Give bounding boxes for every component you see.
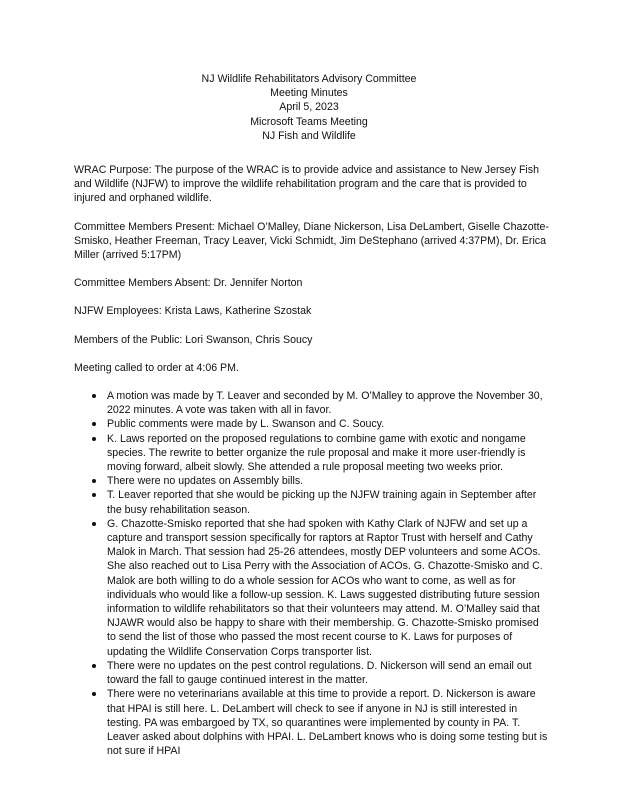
public-paragraph: Members of the Public: Lori Swanson, Chris Soucy (74, 333, 313, 346)
bullet-icon (92, 522, 96, 526)
list-item (74, 659, 549, 687)
list-item (74, 517, 549, 659)
document-type: Meeting Minutes (270, 87, 348, 100)
bullet-icon (92, 479, 96, 483)
document-header (0, 72, 618, 143)
bullet-icon (92, 422, 96, 426)
list-item (74, 488, 549, 516)
bullet-icon (92, 437, 96, 441)
bullet-icon (92, 394, 96, 398)
bullet-icon (92, 692, 96, 696)
list-item (74, 417, 549, 431)
list-item-text: There were no veterinarians available at this time to provide a report. D. Nickerson is aware that HPAI is still here. L. DeLambert will check to see if anyone in NJ is still interested in testing. PA was embargoed by TX, so quarantines were implemented by county in PA. T. Leaver asked about dolphins with HPAI. L. DeLambert knows who is doing some testing but is not sure if HPAI (107, 688, 548, 758)
minutes-bullet-list (74, 389, 549, 758)
call-to-order-paragraph: Meeting called to order at 4:06 PM. (74, 361, 239, 374)
members-present-paragraph: Committee Members Present: Michael O’Malley, Diane Nickerson, Lisa DeLambert, Giselle Chazotte-Smisko, Heather Freeman, Tracy Leaver, Vicki Schmidt, Jim DeStephano (arrived 4:37PM), Dr. Erica Miller (arrived 5:17PM) (74, 220, 549, 262)
bullet-icon (92, 664, 96, 668)
list-item-text: There were no updates on Assembly bills. (107, 475, 304, 488)
meeting-venue: Microsoft Teams Meeting (250, 115, 368, 128)
committee-title: NJ Wildlife Rehabilitators Advisory Committee (201, 73, 417, 85)
list-item (74, 432, 549, 475)
meeting-date: April 5, 2023 (279, 101, 339, 114)
bullet-icon (92, 493, 96, 497)
list-item-text: G. Chazotte-Smisko reported that she had spoken with Kathy Clark of NJFW and set up a capture and transport session specifically for raptors at Raptor Trust with herself and Cathy Malok in March. That session had 25-26 attendees, mostly DEP volunteers and some ACOs. She also reached out to Lisa Perry with the Association of ACOs. G. Chazotte-Smisko and C. Malok are both willing to do a whole session for ACOs who want to come, as well as for individuals who would like a follow-up session. K. Laws suggested distributing future session information to wildlife rehabilitators so that their volunteers may attend. M. O’Malley said that NJAWR would also be happy to share with their membership. G. Chazotte-Smisko promised to send the list of those who passed the most recent course to K. Laws for purposes of updating the Wildlife Conservation Corps transporter list. (107, 517, 543, 658)
list-item-text: T. Leaver reported that she would be picking up the NJFW training again in September after the busy rehabilitation season. (107, 489, 537, 516)
list-item-text: There were no updates on the pest control regulations. D. Nickerson will send an email out toward the fall to gauge continued interest in the matter. (107, 659, 532, 687)
list-item-text: Public comments were made by L. Swanson and C. Soucy. (107, 418, 385, 431)
list-item (74, 687, 549, 758)
list-item-text: K. Laws reported on the proposed regulations to combine game with exotic and nongame species. The rewrite to better organize the rule proposal and make it more user-friendly is moving forward, albeit slowly. She attended a rule proposal meeting two weeks prior. (107, 432, 526, 474)
list-item-text: A motion was made by T. Leaver and seconded by M. O’Malley to approve the November 30, 2022 minutes. A vote was taken with all in favor. (107, 390, 543, 417)
list-item (74, 389, 549, 417)
employees-paragraph: NJFW Employees: Krista Laws, Katherine Szostak (74, 305, 312, 318)
organization: NJ Fish and Wildlife (262, 129, 356, 142)
members-absent-paragraph: Committee Members Absent: Dr. Jennifer Norton (74, 277, 303, 290)
document-body (74, 163, 549, 758)
list-item (74, 474, 549, 488)
purpose-paragraph: WRAC Purpose: The purpose of the WRAC is to provide advice and assistance to New Jersey Fish and Wildlife (NJFW) to improve the wildlife rehabilitation program and the care that is provided to injured and orphaned wildlife. (74, 164, 539, 205)
